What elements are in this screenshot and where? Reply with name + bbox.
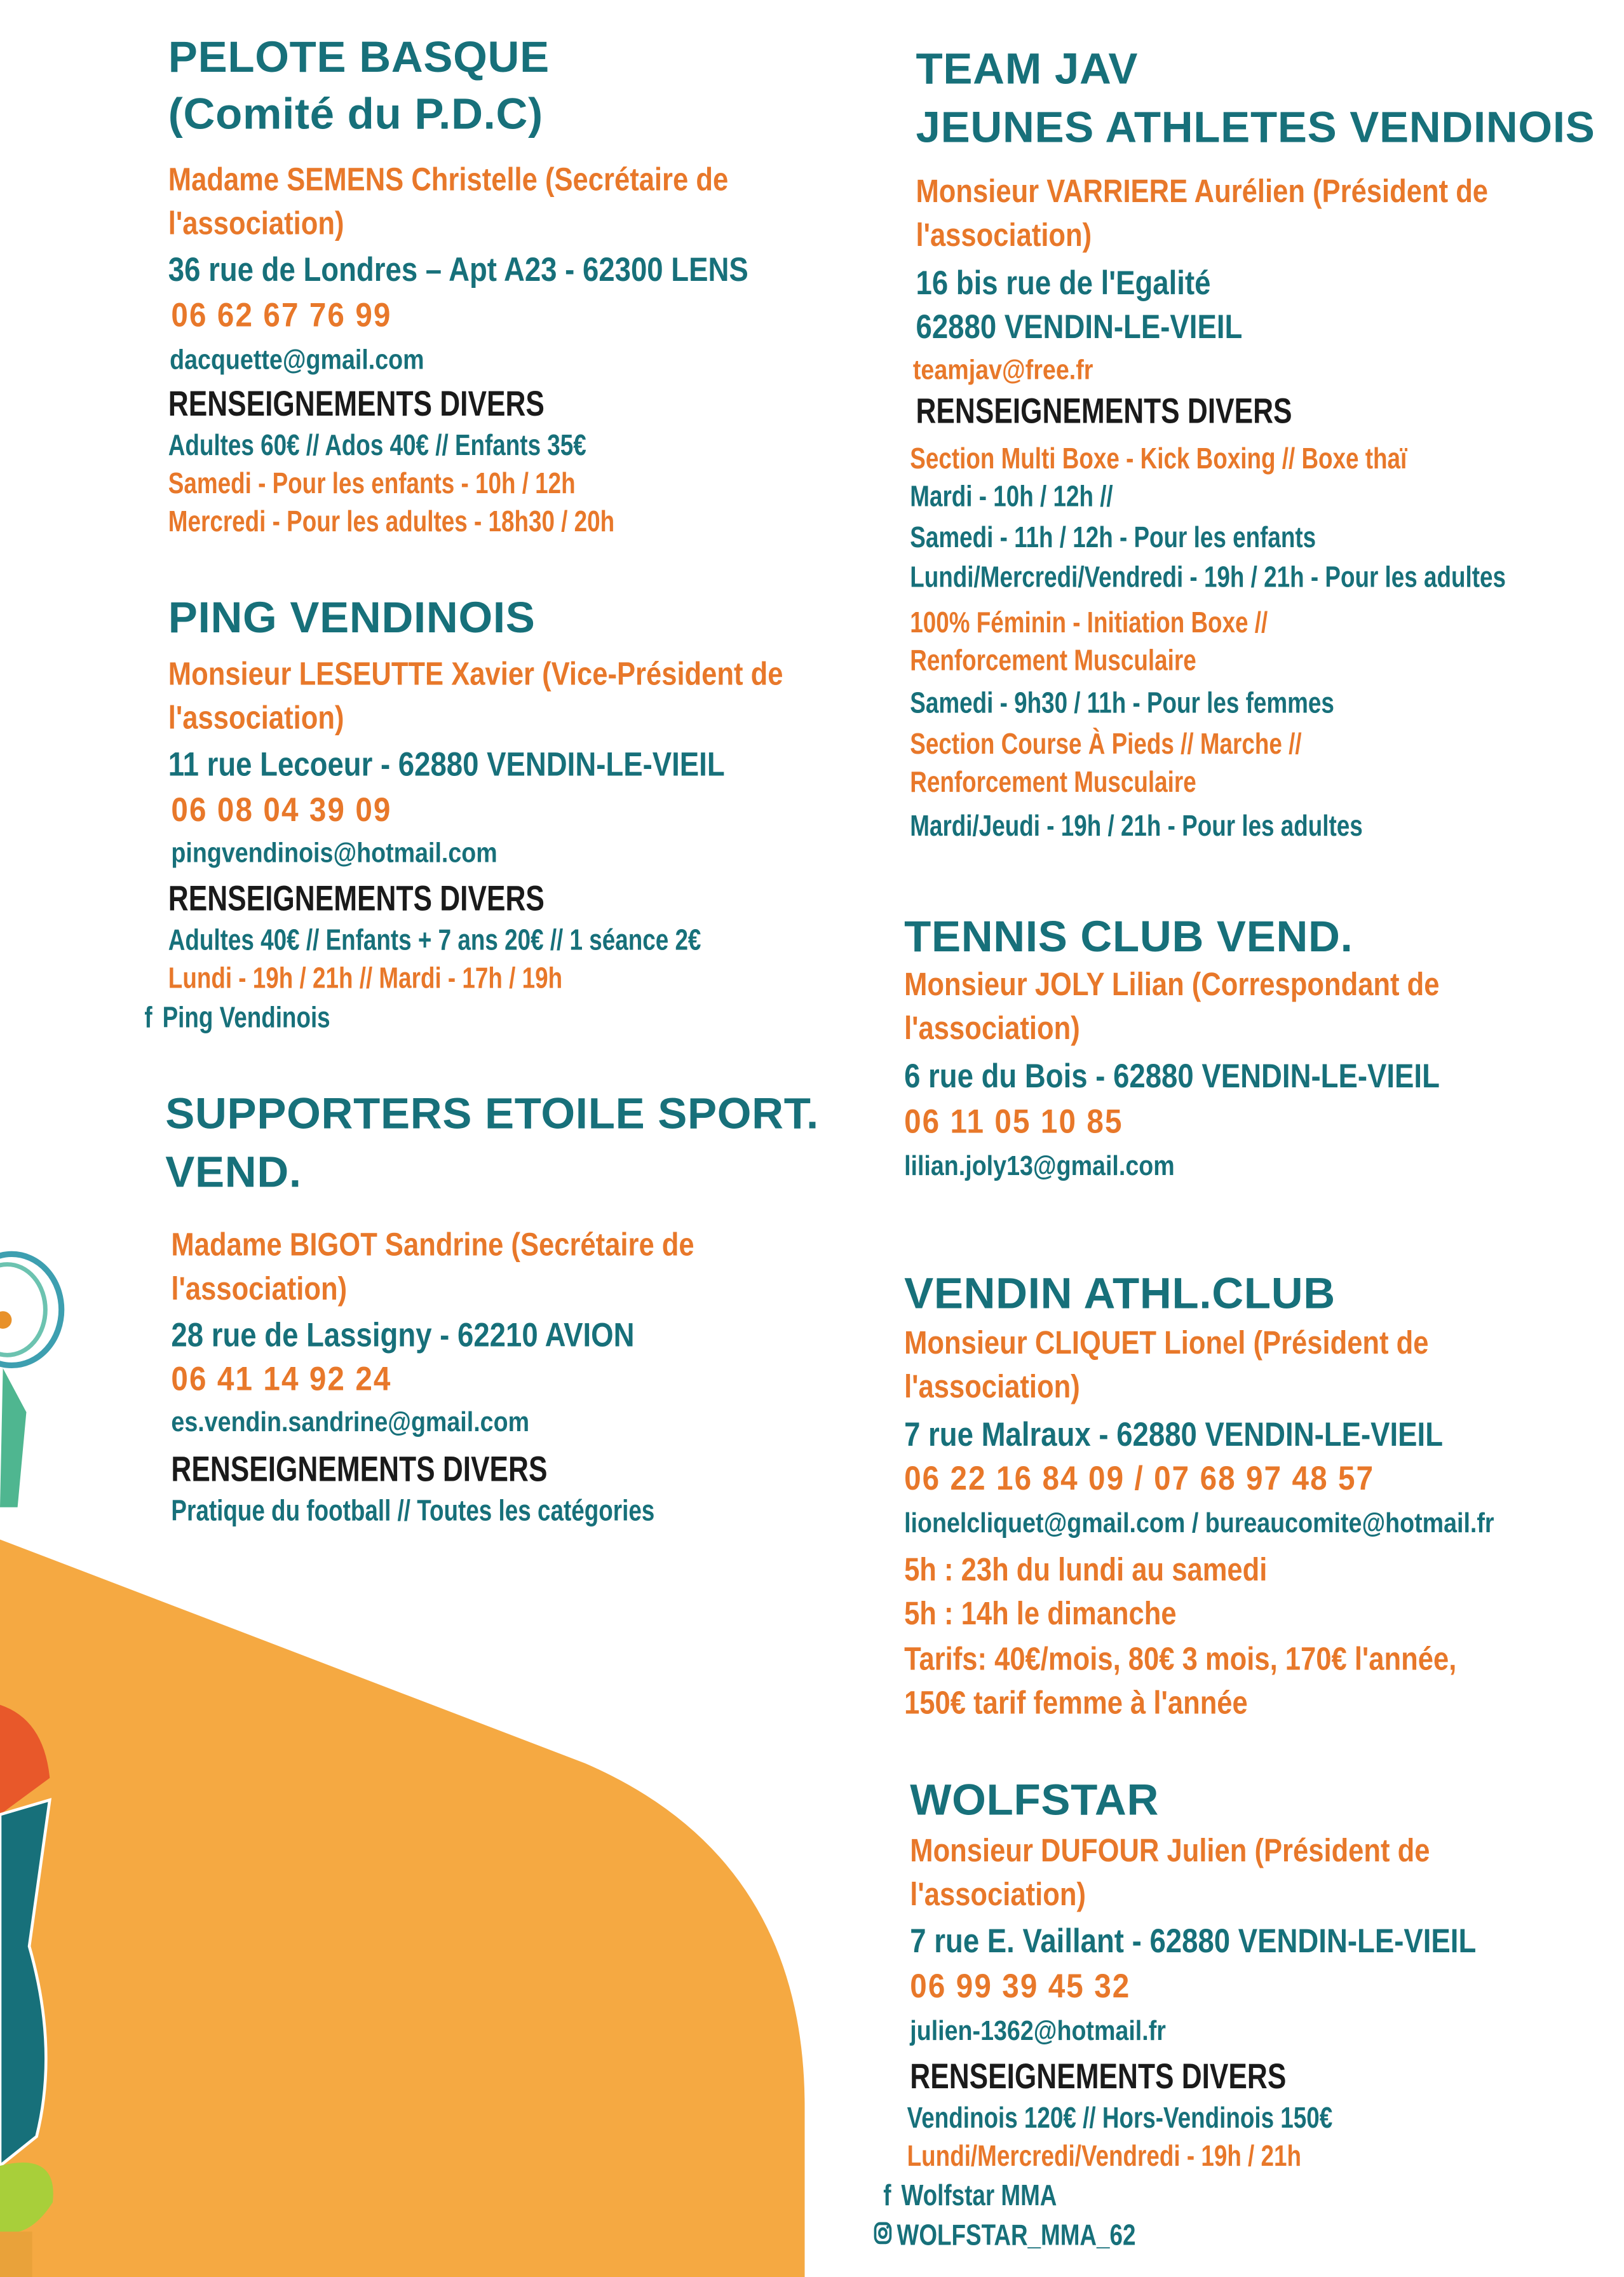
phone[interactable]: 06 62 67 76 99 bbox=[171, 296, 392, 334]
address-city: 62880 VENDIN-LE-VIEIL bbox=[916, 307, 1243, 346]
club-subtitle: (Comité du P.D.C) bbox=[168, 90, 543, 139]
info-line: Lundi - 19h / 21h // Mardi - 17h / 19h bbox=[168, 963, 563, 995]
email-link[interactable]: pingvendinois@hotmail.com bbox=[171, 838, 497, 869]
address: 28 rue de Lassigny - 62210 AVION bbox=[171, 1315, 635, 1354]
info-line: 5h : 14h le dimanche bbox=[904, 1594, 1177, 1632]
email-link[interactable]: dacquette@gmail.com bbox=[170, 345, 424, 376]
phone[interactable]: 06 41 14 92 24 bbox=[171, 1359, 392, 1398]
club-title: PING VENDINOIS bbox=[168, 594, 536, 642]
email-link[interactable]: lilian.joly13@gmail.com bbox=[904, 1152, 1175, 1183]
contact-name: Madame BIGOT Sandrine (Secrétaire de bbox=[171, 1226, 694, 1263]
phone[interactable]: 06 22 16 84 09 / 07 68 97 48 57 bbox=[904, 1458, 1375, 1497]
club-subtitle: JEUNES ATHLETES VENDINOIS bbox=[916, 104, 1595, 153]
contact-name: Monsieur VARRIERE Aurélien (Président de bbox=[916, 172, 1489, 210]
instagram-icon bbox=[874, 2221, 892, 2250]
club-title: WOLFSTAR bbox=[910, 1776, 1160, 1825]
info-line: 150€ tarif femme à l'année bbox=[904, 1684, 1248, 1721]
info-heading: RENSEIGNEMENTS DIVERS bbox=[910, 2057, 1287, 2097]
info-heading: RENSEIGNEMENTS DIVERS bbox=[171, 1450, 548, 1490]
address: 16 bis rue de l'Egalité bbox=[916, 263, 1211, 302]
address: 7 rue E. Vaillant - 62880 VENDIN-LE-VIEIL bbox=[910, 1921, 1477, 1960]
info-line: Mercredi - Pour les adultes - 18h30 / 20h bbox=[168, 506, 615, 539]
email-link[interactable]: julien-1362@hotmail.fr bbox=[910, 2016, 1166, 2048]
contact-role: l'association) bbox=[904, 1368, 1080, 1405]
info-line: Vendinois 120€ // Hors-Vendinois 150€ bbox=[907, 2102, 1333, 2135]
orange-shape bbox=[0, 1539, 804, 2277]
info-line: Section Multi Boxe - Kick Boxing // Boxe thaï bbox=[910, 443, 1407, 476]
email-link[interactable]: lionelcliquet@gmail.com / bureaucomite@hotmail.fr bbox=[904, 1509, 1494, 1540]
contact-role: l'association) bbox=[171, 1270, 348, 1307]
club-title: PELOTE BASQUE bbox=[168, 33, 550, 82]
club-title: TEAM JAV bbox=[916, 45, 1139, 94]
contact-name: Monsieur CLIQUET Lionel (Président de bbox=[904, 1324, 1429, 1361]
facebook-link[interactable] bbox=[878, 2182, 1057, 2211]
info-line: Mardi/Jeudi - 19h / 21h - Pour les adultes bbox=[910, 810, 1363, 843]
club-subtitle: VEND. bbox=[165, 1148, 302, 1197]
contact-name: Madame SEMENS Christelle (Secrétaire de bbox=[168, 161, 729, 198]
info-line: Adultes 40€ // Enfants + 7 ans 20€ // 1 séance 2€ bbox=[168, 925, 701, 957]
facebook-link[interactable] bbox=[139, 1004, 330, 1033]
club-title: SUPPORTERS ETOILE SPORT. bbox=[165, 1090, 819, 1139]
info-line: Samedi - Pour les enfants - 10h / 12h bbox=[168, 468, 576, 501]
phone[interactable]: 06 99 39 45 32 bbox=[910, 1966, 1131, 2005]
info-heading: RENSEIGNEMENTS DIVERS bbox=[168, 384, 545, 425]
facebook-label: Wolfstar MMA bbox=[901, 2180, 1057, 2213]
email-link[interactable]: teamjav@free.fr bbox=[912, 355, 1093, 386]
contact-role: l'association) bbox=[168, 205, 344, 241]
contact-role: l'association) bbox=[910, 1876, 1086, 1913]
info-line: 100% Féminin - Initiation Boxe // bbox=[910, 607, 1268, 640]
phone[interactable]: 06 11 05 10 85 bbox=[904, 1101, 1123, 1140]
phone[interactable]: 06 08 04 39 09 bbox=[171, 790, 392, 829]
info-line: Lundi/Mercredi/Vendredi - 19h / 21h bbox=[907, 2140, 1302, 2173]
info-line: Samedi - 11h / 12h - Pour les enfants bbox=[910, 522, 1316, 555]
info-line: Adultes 60€ // Ados 40€ // Enfants 35€ bbox=[168, 430, 586, 463]
info-line: Pratique du football // Toutes les catégories bbox=[171, 1495, 655, 1528]
facebook-label: Ping Vendinois bbox=[162, 1002, 330, 1035]
contact-role: l'association) bbox=[904, 1009, 1080, 1047]
info-line: 5h : 23h du lundi au samedi bbox=[904, 1551, 1268, 1588]
facebook-icon: f bbox=[144, 1002, 152, 1035]
info-line: Lundi/Mercredi/Vendredi - 19h / 21h - Pour les adultes bbox=[910, 562, 1506, 594]
email-link[interactable]: es.vendin.sandrine@gmail.com bbox=[171, 1408, 530, 1439]
racket-illustration bbox=[0, 1254, 62, 1507]
facebook-icon: f bbox=[883, 2180, 891, 2213]
instagram-link[interactable] bbox=[874, 2221, 1136, 2250]
contact-name: Monsieur JOLY Lilian (Correspondant de bbox=[904, 965, 1440, 1003]
info-line: Section Course À Pieds // Marche // bbox=[910, 728, 1302, 761]
info-line: Renforcement Musculaire bbox=[910, 766, 1196, 799]
info-line: Renforcement Musculaire bbox=[910, 645, 1196, 678]
info-heading: RENSEIGNEMENTS DIVERS bbox=[168, 879, 545, 920]
info-heading: RENSEIGNEMENTS DIVERS bbox=[916, 392, 1292, 432]
club-title: TENNIS CLUB VEND. bbox=[904, 913, 1353, 962]
contact-name: Monsieur LESEUTTE Xavier (Vice-Président de bbox=[168, 655, 783, 693]
address: 7 rue Malraux - 62880 VENDIN-LE-VIEIL bbox=[904, 1415, 1444, 1453]
info-line: Mardi - 10h / 12h // bbox=[910, 481, 1113, 514]
address: 11 rue Lecoeur - 62880 VENDIN-LE-VIEIL bbox=[168, 745, 725, 783]
contact-role: l'association) bbox=[168, 699, 344, 737]
contact-name: Monsieur DUFOUR Julien (Président de bbox=[910, 1832, 1430, 1869]
contact-role: l'association) bbox=[916, 216, 1092, 254]
address: 6 rue du Bois - 62880 VENDIN-LE-VIEIL bbox=[904, 1056, 1440, 1095]
instagram-label: WOLFSTAR_MMA_62 bbox=[897, 2220, 1136, 2252]
info-line: Samedi - 9h30 / 11h - Pour les femmes bbox=[910, 688, 1334, 720]
info-line: Tarifs: 40€/mois, 80€ 3 mois, 170€ l'année, bbox=[904, 1640, 1457, 1677]
club-title: VENDIN ATHL.CLUB bbox=[904, 1270, 1336, 1319]
address: 36 rue de Londres – Apt A23 - 62300 LENS bbox=[168, 250, 748, 289]
